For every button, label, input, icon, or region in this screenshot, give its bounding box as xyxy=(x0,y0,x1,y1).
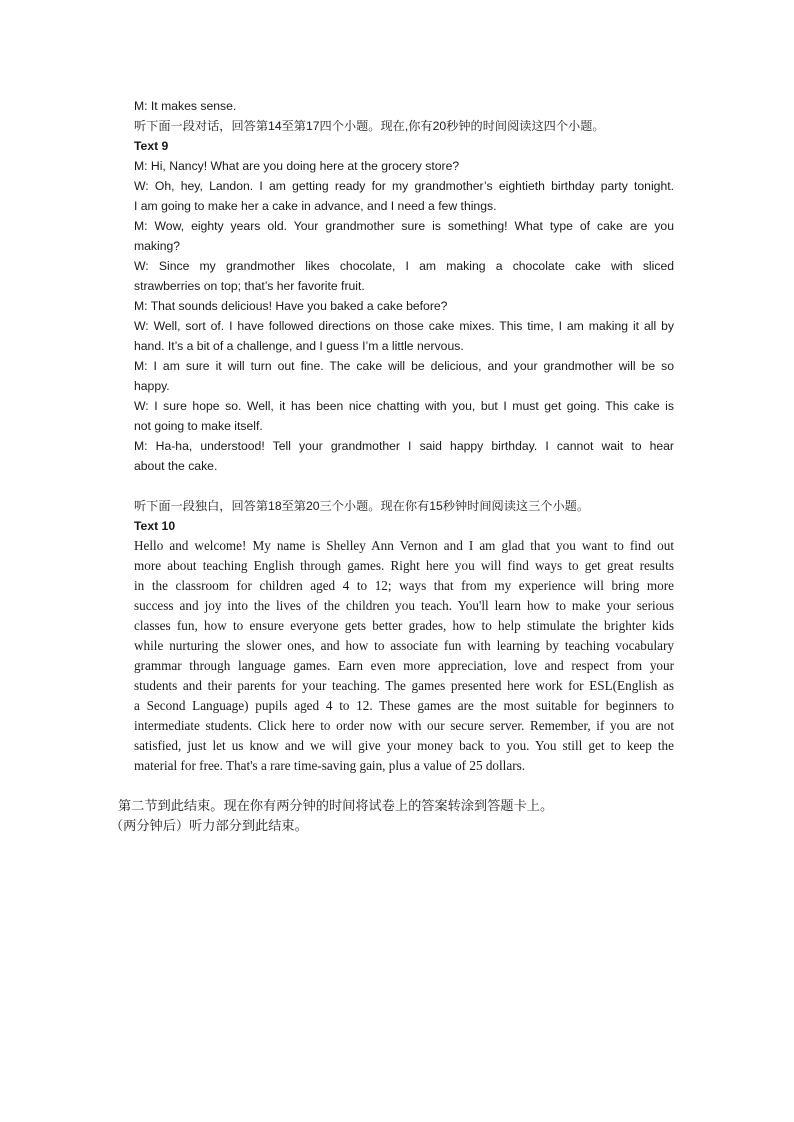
monologue-line: material for free. That's a rare time-saving gain, plus a value of 25 dollars. xyxy=(134,758,526,773)
monologue-line: satisfied, just let us know and we will give your money back to you. You still get to keep the xyxy=(134,738,674,753)
dialogue-line: making? xyxy=(134,239,181,253)
instruction-text-10: 听下面一段独白，回答第18至第20三个小题。现在你有15秒钟时间阅读这三个小题。 xyxy=(134,499,590,513)
dialogue-line: I am going to make her a cake in advance, and I need a few things. xyxy=(134,199,497,213)
dialogue-line: strawberries on top; that’s her favorite fruit. xyxy=(134,279,365,293)
monologue-line: students and their parents for your teaching. The games presented here work for ESL(English as xyxy=(134,678,674,693)
dialogue-line: M: Wow, eighty years old. Your grandmother sure is something! What type of cake are you xyxy=(134,219,674,233)
instruction-text-9: 听下面一段对话，回答第14至第17四个小题。现在,你有20秒钟的时间阅读这四个小题。 xyxy=(134,119,605,133)
dialogue-line: about the cake. xyxy=(134,459,218,473)
monologue-line: while nurturing the slower ones, and how to associate fun with learning by teaching vocabulary xyxy=(134,638,674,653)
dialogue-line: W: Well, sort of. I have followed directions on those cake mixes. This time, I am making it all by xyxy=(134,319,674,333)
listening-end-note: （两分钟后）听力部分到此结束。 xyxy=(110,818,308,833)
dialogue-line: W: I sure hope so. Well, it has been nice chatting with you, but I must get going. This cake is xyxy=(134,399,674,413)
dialogue-line: hand. It’s a bit of a challenge, and I guess I’m a little nervous. xyxy=(134,339,464,353)
dialogue-line: happy. xyxy=(134,379,170,393)
dialogue-line: M: Hi, Nancy! What are you doing here at the grocery store? xyxy=(134,159,460,173)
dialogue-line: W: Since my grandmother likes chocolate, I am making a chocolate cake with sliced xyxy=(134,259,674,273)
monologue-line: in the classroom for children aged 4 to 12; ways that from my experience will bring more xyxy=(134,578,674,593)
section-heading-text-9: Text 9 xyxy=(134,139,169,153)
monologue-line: grammar through language games. Earn even more appreciation, love and respect from your xyxy=(134,658,674,673)
dialogue-line: M: That sounds delicious! Have you baked a cake before? xyxy=(134,299,448,313)
dialogue-line: W: Oh, hey, Landon. I am getting ready for my grandmother’s eightieth birthday party tonight. xyxy=(134,179,674,193)
section-end-note: 第二节到此结束。现在你有两分钟的时间将试卷上的答案转涂到答题卡上。 xyxy=(118,798,554,813)
monologue-line: success and joy into the lives of the children you teach. You'll learn how to make your serious xyxy=(134,598,674,613)
dialogue-line: M: Ha-ha, understood! Tell your grandmother I said happy birthday. I cannot wait to hear xyxy=(134,439,674,453)
dialogue-line: M: It makes sense. xyxy=(134,99,237,113)
monologue-line: Hello and welcome! My name is Shelley Ann Vernon and I am glad that you want to find out xyxy=(134,538,674,553)
section-heading-text-10: Text 10 xyxy=(134,519,176,533)
dialogue-line: not going to make itself. xyxy=(134,419,263,433)
dialogue-line: M: I am sure it will turn out fine. The cake will be delicious, and your grandmother will be so xyxy=(134,359,674,373)
monologue-line: intermediate students. Click here to order now with our secure server. Remember, if you are not xyxy=(134,718,674,733)
monologue-line: classes fun, how to ensure everyone gets better grades, how to help stimulate the brighter kids xyxy=(134,618,674,633)
monologue-line: a Second Language) pupils aged 4 to 12. These games are the most suitable for beginners to xyxy=(134,698,674,713)
monologue-line: more about teaching English through games. Right here you will find ways to get great results xyxy=(134,558,674,573)
